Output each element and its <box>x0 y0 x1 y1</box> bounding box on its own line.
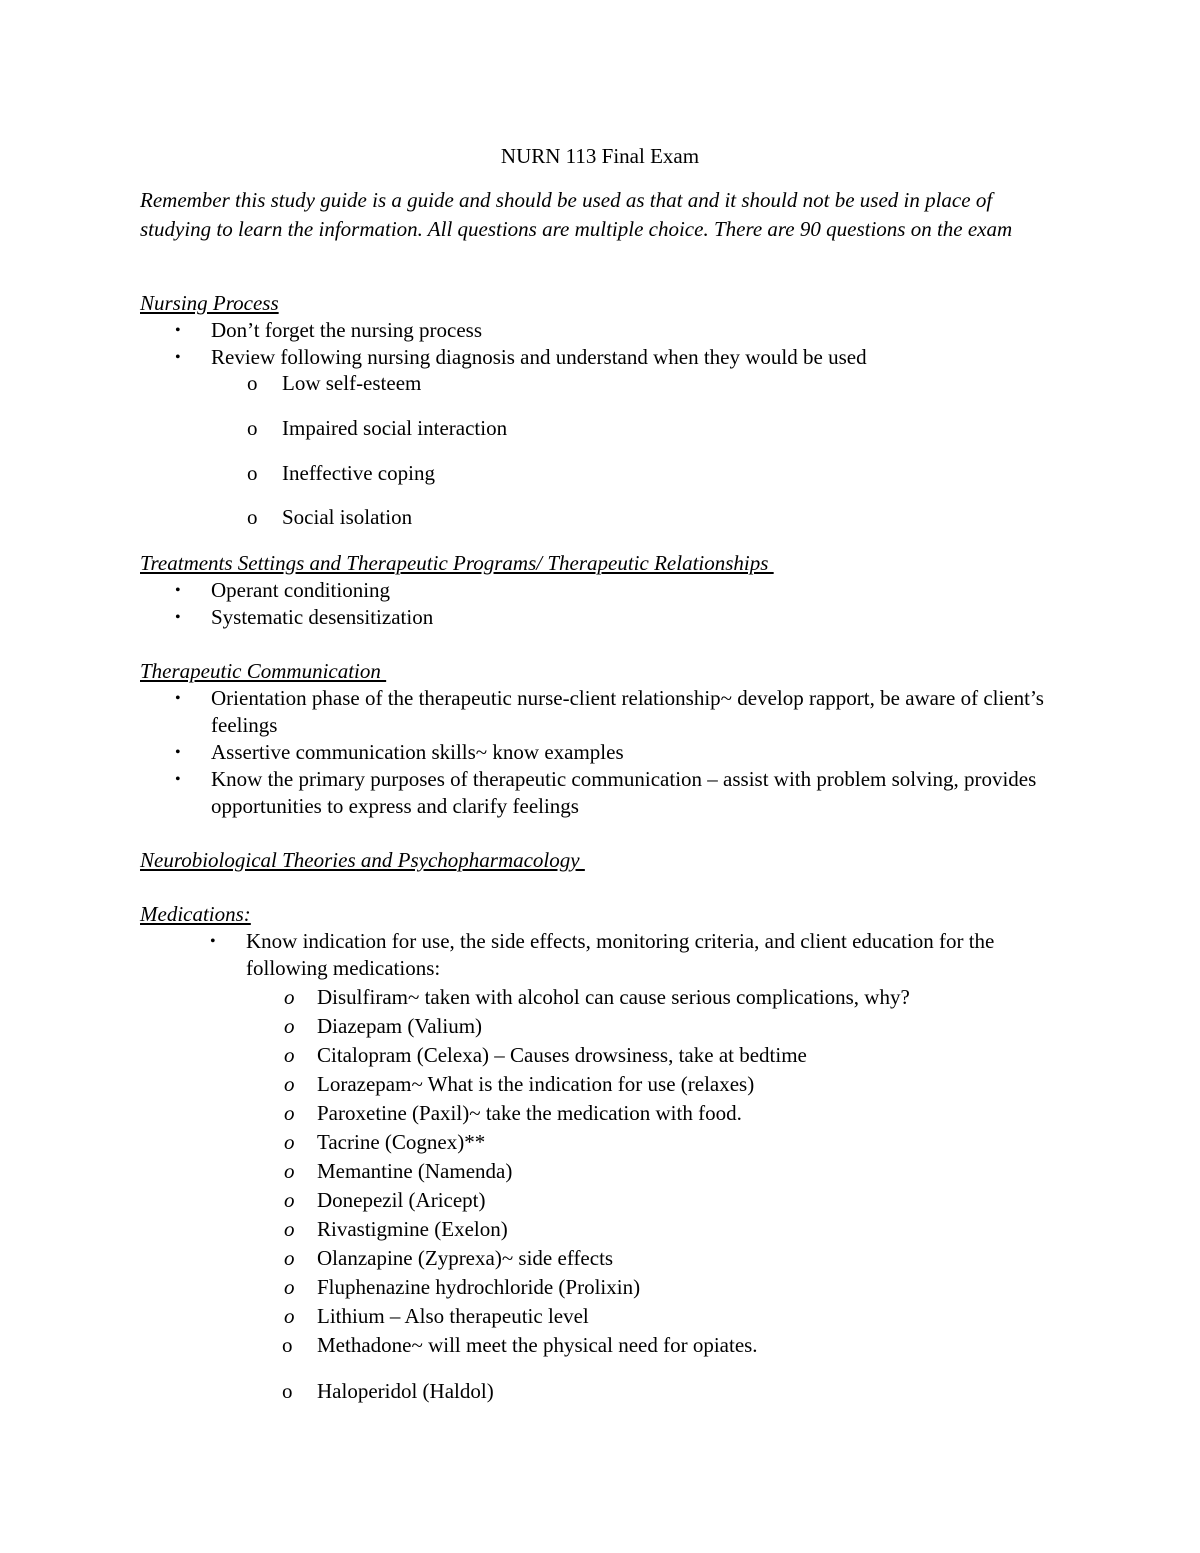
medications-list <box>282 983 910 1406</box>
list-item: o Fluphenazine hydrochloride (Prolixin) <box>317 1273 910 1302</box>
nursing-diagnosis-list <box>247 370 508 531</box>
heading-nursing-process: Nursing Process <box>140 291 279 315</box>
bullet-icon: • <box>175 349 181 366</box>
list-item: • Review following nursing diagnosis and understand when they would be used <box>175 345 867 369</box>
sub-bullet-icon: o <box>284 1275 295 1299</box>
communication-list <box>175 685 1071 820</box>
bullet-icon: • <box>175 322 181 339</box>
nursing-process-list <box>175 317 867 371</box>
bullet-icon: • <box>175 609 181 626</box>
sub-bullet-icon: o <box>247 505 258 529</box>
list-item: • Operant conditioning <box>175 578 391 602</box>
list-item: o Diazepam (Valium) <box>317 1012 910 1041</box>
intro-paragraph: Remember this study guide is a guide and should be used as that and it should not be used in place of studying to learn the information. All questions are multiple choice. There are 90 questions on the exam <box>140 188 1013 241</box>
sub-bullet-icon: o <box>284 1217 295 1241</box>
list-item: o Citalopram (Celexa) – Causes drowsiness, take at bedtime <box>317 1041 910 1070</box>
bullet-icon: • <box>175 690 181 707</box>
sub-bullet-icon: o <box>247 461 258 485</box>
sub-bullet-icon: o <box>247 371 258 395</box>
medications-intro-list <box>210 928 1076 982</box>
list-item: • Assertive communication skills~ know examples <box>175 740 624 764</box>
sub-bullet-icon: o <box>284 1188 295 1212</box>
list-item: • Don’t forget the nursing process <box>175 318 483 342</box>
bullet-icon: • <box>210 933 216 950</box>
list-item: o Disulfiram~ taken with alcohol can cause serious complications, why? <box>317 983 910 1012</box>
sub-bullet-icon: o <box>247 416 258 440</box>
sub-bullet-icon: o <box>284 985 295 1009</box>
sub-bullet-icon: o <box>282 1333 293 1357</box>
list-item: • Orientation phase of the therapeutic nurse-client relationship~ develop rapport, be aware of client’s feelings <box>175 686 1044 737</box>
list-item: o Rivastigmine (Exelon) <box>317 1215 910 1244</box>
sub-bullet-icon: o <box>282 1379 293 1403</box>
heading-therapeutic-communication: Therapeutic Communication <box>140 659 387 683</box>
list-item: o Ineffective coping <box>247 461 435 485</box>
heading-neurobiological: Neurobiological Theories and Psychopharmacology <box>140 848 585 872</box>
document-title: NURN 113 Final Exam <box>500 144 700 168</box>
list-item: o Haloperidol (Haldol) <box>317 1377 910 1406</box>
list-item: o Lorazepam~ What is the indication for use (relaxes) <box>317 1070 910 1099</box>
list-item: • Know indication for use, the side effects, monitoring criteria, and client education for the following medications: <box>210 929 995 980</box>
sub-bullet-icon: o <box>284 1043 295 1067</box>
sub-bullet-icon: o <box>284 1014 295 1038</box>
list-item: o Impaired social interaction <box>247 416 508 440</box>
sub-bullet-icon: o <box>284 1304 295 1328</box>
bullet-icon: • <box>175 744 181 761</box>
sub-bullet-icon: o <box>284 1159 295 1183</box>
sub-bullet-icon: o <box>284 1072 295 1096</box>
list-item: o Olanzapine (Zyprexa)~ side effects <box>317 1244 910 1273</box>
list-item: o Donepezil (Aricept) <box>317 1186 910 1215</box>
list-item: o Social isolation <box>247 505 413 529</box>
bullet-icon: • <box>175 582 181 599</box>
heading-medications: Medications: <box>140 902 251 926</box>
list-item: o Memantine (Namenda) <box>317 1157 910 1186</box>
treatments-list <box>175 577 434 631</box>
bullet-icon: • <box>175 771 181 788</box>
heading-treatments: Treatments Settings and Therapeutic Programs/ Therapeutic Relationships <box>140 551 774 575</box>
list-item: • Know the primary purposes of therapeutic communication – assist with problem solving, provides opportunities to express and clarify feelings <box>175 767 1037 818</box>
list-item: o Paroxetine (Paxil)~ take the medication with food. <box>317 1099 910 1128</box>
sub-bullet-icon: o <box>284 1101 295 1125</box>
list-item: o Low self-esteem <box>247 371 422 395</box>
list-item: o Tacrine (Cognex)** <box>317 1128 910 1157</box>
list-item: o Methadone~ will meet the physical need for opiates. <box>317 1331 910 1360</box>
sub-bullet-icon: o <box>284 1246 295 1270</box>
list-item: o Lithium – Also therapeutic level <box>317 1302 910 1331</box>
sub-bullet-icon: o <box>284 1130 295 1154</box>
list-item: • Systematic desensitization <box>175 605 434 629</box>
